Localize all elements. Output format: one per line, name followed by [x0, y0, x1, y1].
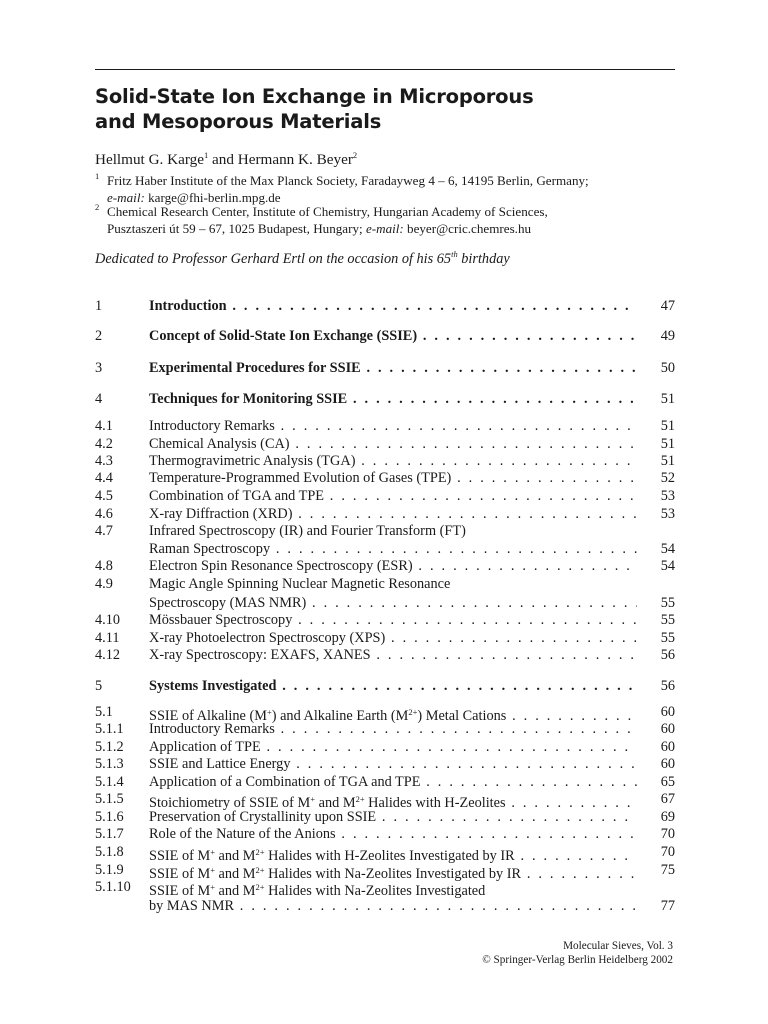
toc-entry-number: 4.8: [95, 558, 113, 574]
toc-entry-number: 4.4: [95, 470, 113, 486]
toc-entry: [95, 790, 675, 811]
toc-entry-title: SSIE of Alkaline (M+) and Alkaline Earth $(M^{2+})$ Metal Cations . . .: [149, 703, 637, 725]
toc-entry: [95, 611, 675, 629]
toc-entry-title: Introductory Remarks . . .: [149, 720, 637, 738]
toc-entry-title: Combination of TGA and TPE . . .: [149, 487, 637, 505]
toc-entry: [95, 703, 675, 724]
toc-entry-title: Mössbauer Spectroscopy . . .: [149, 611, 637, 629]
toc-entry-number: 5.1.1: [95, 721, 124, 737]
toc-entry-title: Introduction . . .: [149, 297, 637, 315]
toc-entry-number: 1: [95, 298, 103, 314]
toc-entry: [95, 646, 675, 664]
toc-entry-page: 55: [660, 612, 675, 628]
toc-entry-number: 5.1.8: [95, 844, 124, 860]
toc-entry-title: Application of TPE . . .: [149, 738, 637, 756]
toc-entry: [95, 297, 675, 315]
author-2: Hermann K. Beyer: [237, 151, 353, 168]
toc-entry-number: 4.2: [95, 436, 113, 452]
toc-entry-title: Techniques for Monitoring SSIE . . .: [149, 390, 637, 408]
toc-entry-number: 5.1.4: [95, 774, 124, 790]
toc-entry-page: 70: [660, 844, 675, 860]
toc-entry: [95, 540, 675, 558]
toc-entry-page: 77: [660, 898, 675, 914]
toc-entry-title: SSIE of M+ and $M^{2+}$ Halides with H-Zeolites Investigated by IR . . .: [149, 843, 637, 865]
toc-entry-number: 4.10: [95, 612, 121, 628]
footer-journal: Molecular Sieves, Vol. 3: [563, 940, 673, 952]
toc-entry-page: 56: [660, 647, 675, 663]
toc-entry-page: 52: [660, 470, 675, 486]
toc-entry: [95, 897, 675, 915]
toc-entry: [95, 469, 675, 487]
page-title: [95, 84, 675, 134]
toc-entry: [95, 738, 675, 756]
email-address: beyer@cric.chemres.hu: [407, 221, 532, 236]
toc-entry: [95, 505, 675, 523]
toc-entry-page: 54: [660, 541, 675, 557]
toc-entry: [95, 390, 675, 408]
toc-entry-number: 5.1.6: [95, 809, 124, 825]
toc-entry-number: 5: [95, 678, 103, 694]
toc-entry-title: Chemical Analysis (CA) . . .: [149, 435, 637, 453]
toc-entry: [95, 843, 675, 864]
toc-entry-page: 51: [660, 453, 675, 469]
toc-entry-title: Magic Angle Spinning Nuclear Magnetic Resonance: [149, 576, 451, 592]
toc-entry-page: 51: [660, 418, 675, 434]
dedication-text-end: birthday: [457, 251, 510, 267]
toc-entry-title: Systems Investigated . . .: [149, 677, 637, 695]
toc-entry: [95, 417, 675, 435]
toc-entry-number: 4.1: [95, 418, 113, 434]
toc-entry-title: Concept of Solid-State Ion Exchange (SSIE) . . .: [149, 327, 637, 345]
toc-entry-page: 49: [660, 328, 675, 344]
affiliation-number: 1: [95, 171, 100, 181]
toc-entry: [95, 435, 675, 453]
toc-entry: [95, 677, 675, 695]
toc-entry-page: 54: [660, 558, 675, 574]
toc-entry: [95, 359, 675, 377]
dedication: [95, 245, 510, 268]
toc-entry-title: Raman Spectroscopy . . .: [149, 540, 637, 558]
toc-entry-page: 60: [660, 704, 675, 720]
title-line-2: and Mesoporous Materials: [95, 110, 382, 133]
toc-entry-number: 5.1.9: [95, 862, 124, 878]
toc-entry-number: 5.1.10: [95, 879, 131, 895]
toc-entry-number: 4.11: [95, 630, 120, 646]
toc-entry: [95, 575, 675, 593]
toc-entry-page: 60: [660, 756, 675, 772]
toc-entry: [95, 522, 675, 540]
toc-entry-title: by MAS NMR . . .: [149, 897, 637, 915]
toc-entry-page: 51: [660, 391, 675, 407]
affiliation-number: 2: [95, 202, 100, 212]
toc-entry: [95, 755, 675, 773]
toc-entry: [95, 557, 675, 575]
toc-entry-number: 3: [95, 360, 103, 376]
affiliation-address: Pusztaszeri út 59 – 67, 1025 Budapest, Hungary;: [107, 221, 363, 236]
toc-entry-page: 47: [660, 298, 675, 314]
toc-entry: [95, 594, 675, 612]
toc-entry-number: 5.1.5: [95, 791, 124, 807]
toc-entry: [95, 773, 675, 791]
toc-entry-title: Experimental Procedures for SSIE . . .: [149, 359, 637, 377]
toc-entry-title: SSIE and Lattice Energy . . .: [149, 755, 637, 773]
toc-entry: [95, 878, 675, 899]
toc-entry-number: 4.3: [95, 453, 113, 469]
toc-entry-number: 5.1.7: [95, 826, 124, 842]
toc-entry-number: 5.1.3: [95, 756, 124, 772]
toc-entry-title: Introductory Remarks . . .: [149, 417, 637, 435]
toc-entry-number: 2: [95, 328, 103, 344]
toc-entry-page: 53: [660, 488, 675, 504]
toc-entry-number: 4.9: [95, 576, 113, 592]
dedication-text: Dedicated to Professor Gerhard Ertl on the occasion of his 65: [95, 251, 452, 267]
email-label: e-mail:: [365, 221, 404, 236]
toc-entry: [95, 720, 675, 738]
toc-entry-page: 51: [660, 436, 675, 452]
footer-copyright: © Springer-Verlag Berlin Heidelberg 2002: [482, 954, 673, 966]
toc-entry: [95, 629, 675, 647]
toc-entry-title: Infrared Spectroscopy (IR) and Fourier Transform (FT): [149, 523, 466, 539]
email-address: karge@fhi-berlin.mpg.de: [148, 190, 281, 205]
toc-entry-page: 70: [660, 826, 675, 842]
toc-entry-number: 4: [95, 391, 103, 407]
toc-entry-number: 4.12: [95, 647, 121, 663]
toc-entry-number: 4.6: [95, 506, 113, 522]
toc-entry-page: 67: [660, 791, 675, 807]
toc-entry-title: Application of a Combination of TGA and TPE . . .: [149, 773, 637, 791]
affiliation-text: Fritz Haber Institute of the Max Planck Society, Faradayweg 4 – 6, 14195 Berlin, Germany;: [107, 173, 589, 188]
authors: [95, 146, 357, 169]
toc-entry-title: Stoichiometry of SSIE of M+ and $M^{2+}$ Halides with H-Zeolites . . .: [149, 790, 637, 812]
toc-entry-page: 53: [660, 506, 675, 522]
author-1-affil-mark: 1: [203, 150, 209, 160]
toc-entry-title: Thermogravimetric Analysis (TGA) . . .: [149, 452, 637, 470]
toc-entry-page: 60: [660, 739, 675, 755]
toc-entry-title: SSIE of M+ and $M^{2+}$ Halides with Na-Zeolites Investigated: [149, 882, 486, 899]
dedication-superscript: th: [451, 249, 458, 259]
toc-entry-title: SSIE of M+ and $M^{2+}$ Halides with Na-Zeolites Investigated by IR . . .: [149, 861, 637, 883]
toc-entry-number: 5.1: [95, 704, 113, 720]
toc-entry: [95, 452, 675, 470]
toc-entry-page: 65: [660, 774, 675, 790]
toc-entry-number: 5.1.2: [95, 739, 124, 755]
toc-entry-title: X-ray Spectroscopy: EXAFS, XANES . . .: [149, 646, 637, 664]
title-line-1: Solid-State Ion Exchange in Microporous: [95, 85, 534, 108]
toc-entry-title: Preservation of Crystallinity upon SSIE . . .: [149, 808, 637, 826]
affiliation-2: [95, 203, 675, 237]
toc-entry-number: 4.5: [95, 488, 113, 504]
toc-entry-page: 55: [660, 595, 675, 611]
affiliation-1: [95, 172, 675, 206]
toc-entry-page: 69: [660, 809, 675, 825]
toc-entry-title: X-ray Photoelectron Spectroscopy (XPS) . . .: [149, 629, 637, 647]
toc-entry: [95, 825, 675, 843]
toc-entry-page: 60: [660, 721, 675, 737]
toc-entry: [95, 808, 675, 826]
toc-entry-number: 4.7: [95, 523, 113, 539]
toc-entry: [95, 487, 675, 505]
toc-entry-title: X-ray Diffraction (XRD) . . .: [149, 505, 637, 523]
toc-entry-title: Temperature-Programmed Evolution of Gases (TPE) . . .: [149, 469, 637, 487]
toc-entry-title: Role of the Nature of the Anions . . .: [149, 825, 637, 843]
toc-entry-title: Spectroscopy (MAS NMR) . . .: [149, 594, 637, 612]
toc-entry: [95, 327, 675, 345]
toc-entry-page: 50: [660, 360, 675, 376]
toc-entry-page: 55: [660, 630, 675, 646]
affiliation-text: Chemical Research Center, Institute of Chemistry, Hungarian Academy of Sciences,: [107, 204, 548, 219]
toc-entry-title: Electron Spin Resonance Spectroscopy (ESR) . . .: [149, 557, 637, 575]
toc-entry: [95, 861, 675, 882]
author-1: Hellmut G. Karge: [95, 151, 204, 168]
author-2-affil-mark: 2: [352, 150, 358, 160]
authors-and: and: [208, 151, 238, 168]
email-label: e-mail:: [107, 190, 145, 205]
top-rule: [95, 69, 675, 70]
toc-entry-page: 56: [660, 678, 675, 694]
toc-entry-page: 75: [660, 862, 675, 878]
